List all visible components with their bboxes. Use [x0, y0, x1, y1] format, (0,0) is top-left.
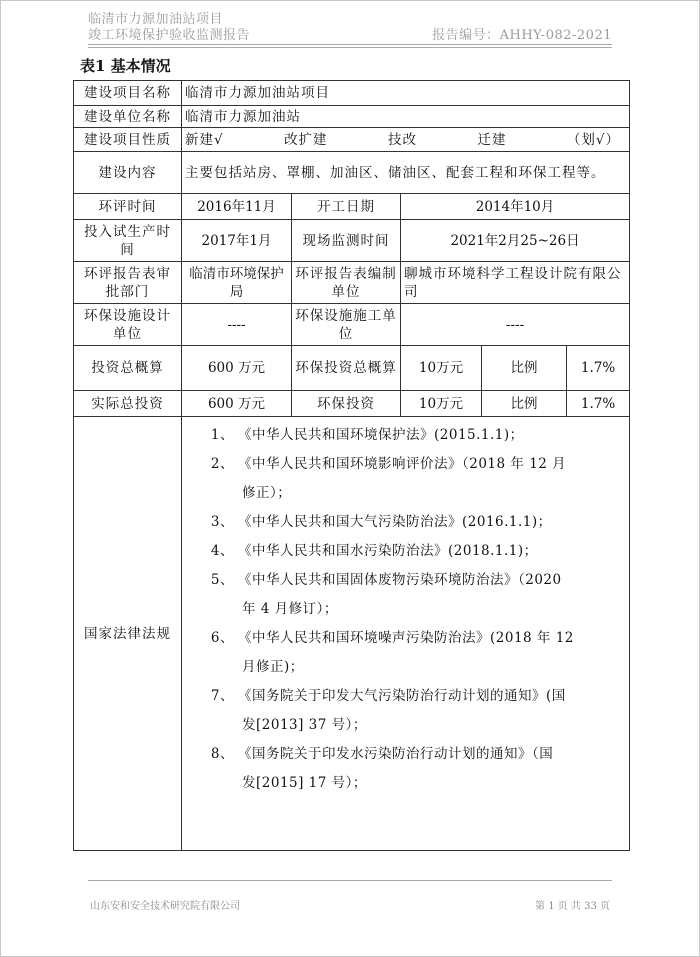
law-item — [192, 537, 623, 566]
header-report-code: 报告编号：AHHY-082-2021 — [432, 28, 612, 43]
compile-value: 聊城市环境科学工程设计院有限公司 — [401, 262, 630, 304]
project-name-label: 建设项目名称 — [74, 81, 182, 106]
law-item — [192, 624, 623, 653]
approve-value: 临清市环境保护局 — [182, 262, 292, 304]
actual-value: 600 万元 — [182, 391, 292, 417]
table-row — [74, 194, 630, 220]
trial-label: 投入试生产时间 — [74, 220, 182, 262]
law-text: 《中华人民共和国水污染防治法》(2018.1.1)； — [238, 543, 538, 559]
construct-label: 环保设施施工单位 — [292, 304, 401, 346]
laws-label: 国家法律法规 — [74, 417, 182, 851]
table-row — [74, 128, 630, 152]
law-item — [192, 566, 623, 595]
ratio2-value: 1.7% — [567, 391, 630, 417]
law-number: 5、 — [210, 572, 234, 588]
nature-label: 建设项目性质 — [74, 128, 182, 152]
law-item-continuation: 发[2015] 17 号）； — [242, 775, 367, 791]
law-number: 4、 — [210, 543, 234, 559]
nature-option-new: 新建√ — [185, 131, 224, 148]
table-title: 表1 基本情况 — [80, 57, 171, 75]
law-text: 《中华人民共和国环境噪声污染防治法》(2018 年 12 — [238, 630, 574, 646]
design-value: ---- — [182, 304, 292, 346]
table-row — [74, 346, 630, 391]
header-project-name: 临清市力源加油站项目 — [88, 12, 224, 27]
header-divider-secondary — [88, 47, 612, 48]
ratio-value: 1.7% — [567, 346, 630, 391]
monitor-label: 现场监测时间 — [292, 220, 401, 262]
project-name-value: 临清市力源加油站项目 — [182, 81, 630, 106]
law-number: 6、 — [210, 630, 234, 646]
unit-label: 建设单位名称 — [74, 106, 182, 128]
law-item-continuation: 年 4 月修订）； — [242, 601, 338, 617]
law-item — [192, 508, 623, 537]
table-row — [74, 81, 630, 106]
budget-label: 投资总概算 — [74, 346, 182, 391]
eia-time-value: 2016年11月 — [182, 194, 292, 220]
header-divider — [88, 44, 612, 45]
law-number: 2、 — [210, 456, 234, 472]
content-label: 建设内容 — [74, 152, 182, 194]
footer-org: 山东安和安全技术研究院有限公司 — [90, 901, 240, 912]
law-number: 8、 — [210, 746, 234, 762]
law-item — [192, 740, 623, 769]
nature-options — [182, 128, 630, 152]
law-item — [192, 682, 623, 711]
env-budget-value: 10万元 — [401, 346, 482, 391]
law-item-continuation: 发[2013] 37 号）； — [242, 717, 367, 733]
law-item-continuation: 修正）； — [242, 485, 292, 501]
basic-info-table — [73, 80, 630, 851]
law-number: 3、 — [210, 514, 234, 530]
law-item-continuation: 月修正)； — [242, 659, 304, 675]
table-row — [74, 152, 630, 194]
ratio2-label: 比例 — [482, 391, 567, 417]
eia-time-label: 环评时间 — [74, 194, 182, 220]
law-text: 《中华人民共和国环境保护法》(2015.1.1)； — [238, 427, 524, 443]
law-text: 《中华人民共和国大气污染防治法》(2016.1.1)； — [238, 514, 552, 530]
content-value: 主要包括站房、罩棚、加油区、储油区、配套工程和环保工程等。 — [182, 152, 630, 194]
nature-option-expand: 改扩建 — [284, 131, 328, 148]
env-budget-label: 环保投资总概算 — [292, 346, 401, 391]
table-row — [74, 391, 630, 417]
trial-value: 2017年1月 — [182, 220, 292, 262]
laws-list — [182, 417, 630, 851]
compile-label: 环评报告表编制单位 — [292, 262, 401, 304]
unit-value: 临清市力源加油站 — [182, 106, 630, 128]
footer-page-number: 第 1 页 共 33 页 — [535, 901, 610, 912]
construct-value: ---- — [401, 304, 630, 346]
law-item — [192, 421, 623, 450]
budget-value: 600 万元 — [182, 346, 292, 391]
start-date-label: 开工日期 — [292, 194, 401, 220]
table-row — [74, 220, 630, 262]
ratio-label: 比例 — [482, 346, 567, 391]
actual-label: 实际总投资 — [74, 391, 182, 417]
table-row — [74, 417, 630, 851]
start-date-value: 2014年10月 — [401, 194, 630, 220]
monitor-value: 2021年2月25~26日 — [401, 220, 630, 262]
footer-divider — [88, 880, 612, 881]
approve-label: 环评报告表审批部门 — [74, 262, 182, 304]
nature-option-note: （划√） — [566, 131, 621, 148]
env-invest-label: 环保投资 — [292, 391, 401, 417]
nature-option-relocate: 迁建 — [477, 131, 507, 148]
nature-option-upgrade: 技改 — [388, 131, 418, 148]
law-text: 《中华人民共和国环境影响评价法》（2018 年 12 月 — [238, 456, 567, 472]
table-row — [74, 106, 630, 128]
law-number: 1、 — [210, 427, 234, 443]
table-row — [74, 304, 630, 346]
law-text: 《国务院关于印发水污染防治行动计划的通知》（国 — [238, 746, 554, 762]
law-number: 7、 — [210, 688, 234, 704]
header-report-type: 竣工环境保护验收监测报告 — [88, 28, 251, 43]
law-item — [192, 450, 623, 479]
env-invest-value: 10万元 — [401, 391, 482, 417]
table-row — [74, 262, 630, 304]
design-label: 环保设施设计单位 — [74, 304, 182, 346]
law-text: 《国务院关于印发大气污染防治行动计划的通知》(国 — [238, 688, 566, 704]
law-text: 《中华人民共和国固体废物污染环境防治法》（2020 — [238, 572, 562, 588]
